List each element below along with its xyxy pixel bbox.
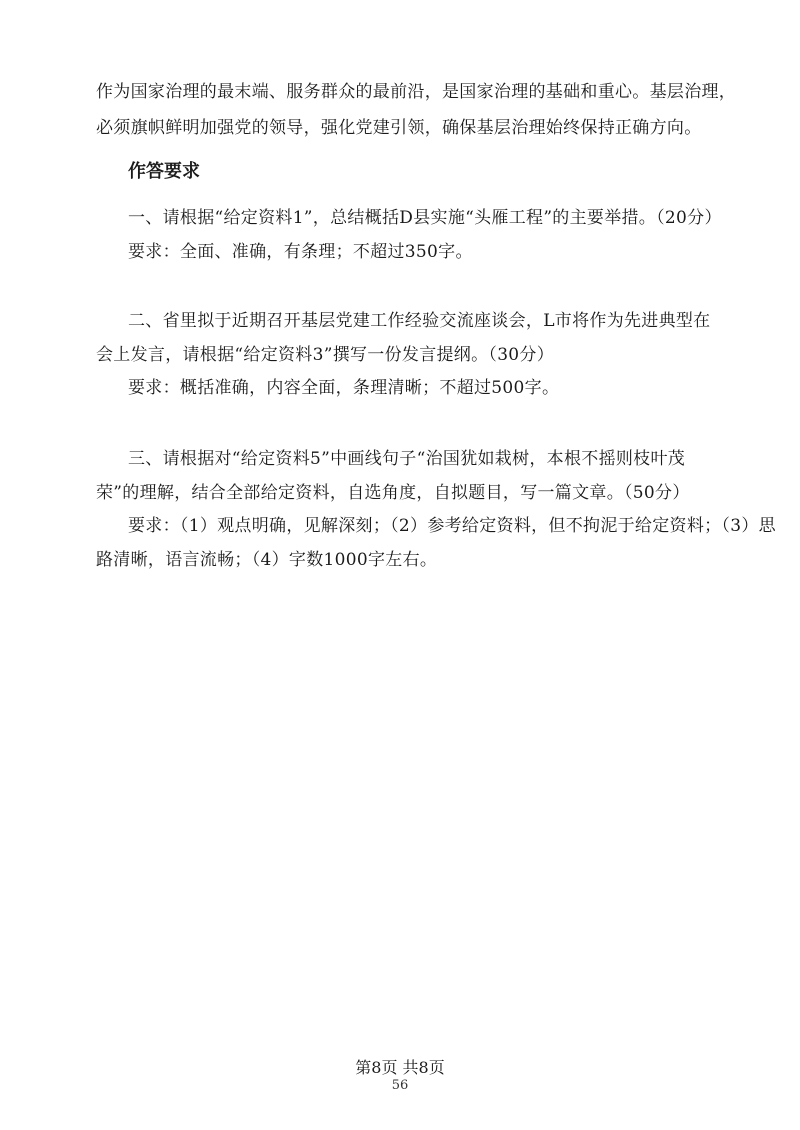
question-3-prompt-line-1: 三、请根据对“给定资料5”中画线句子“治国犹如栽树，本根不摇则枝叶茂	[128, 449, 686, 469]
page-footer-label: 第8页 共8页	[355, 1058, 445, 1077]
question-1-requirement: 要求：全面、准确，有条理；不超过350字。	[128, 242, 473, 262]
question-3-requirement-line-2: 路清晰，语言流畅；（4）字数1000字左右。	[96, 550, 438, 570]
question-2-requirement: 要求：概括准确，内容全面，条理清晰；不超过500字。	[128, 378, 560, 398]
section-heading: 作答要求	[128, 161, 200, 182]
page-number: 56	[391, 1078, 409, 1093]
intro-line-2: 必须旗帜鲜明加强党的领导，强化党建引领，确保基层治理始终保持正确方向。	[96, 118, 702, 138]
question-1-prompt: 一、请根据“给定资料1”，总结概括D县实施“头雁工程”的主要举措。（20分）	[128, 208, 722, 228]
question-3-requirement-line-1: 要求：（1）观点明确，见解深刻；（2）参考给定资料，但不拘泥于给定资料；（3）思	[128, 516, 776, 536]
question-2-prompt-line-1: 二、省里拟于近期召开基层党建工作经验交流座谈会，L市将作为先进典型在	[128, 311, 711, 331]
question-2-prompt-line-2: 会上发言，请根据“给定资料3”撰写一份发言提纲。（30分）	[96, 345, 555, 365]
intro-line-1: 作为国家治理的最末端、服务群众的最前沿，是国家治理的基础和重心。基层治理，	[96, 82, 737, 102]
question-3-prompt-line-2: 荣”的理解，结合全部给定资料，自选角度，自拟题目，写一篇文章。（50分）	[96, 483, 690, 503]
